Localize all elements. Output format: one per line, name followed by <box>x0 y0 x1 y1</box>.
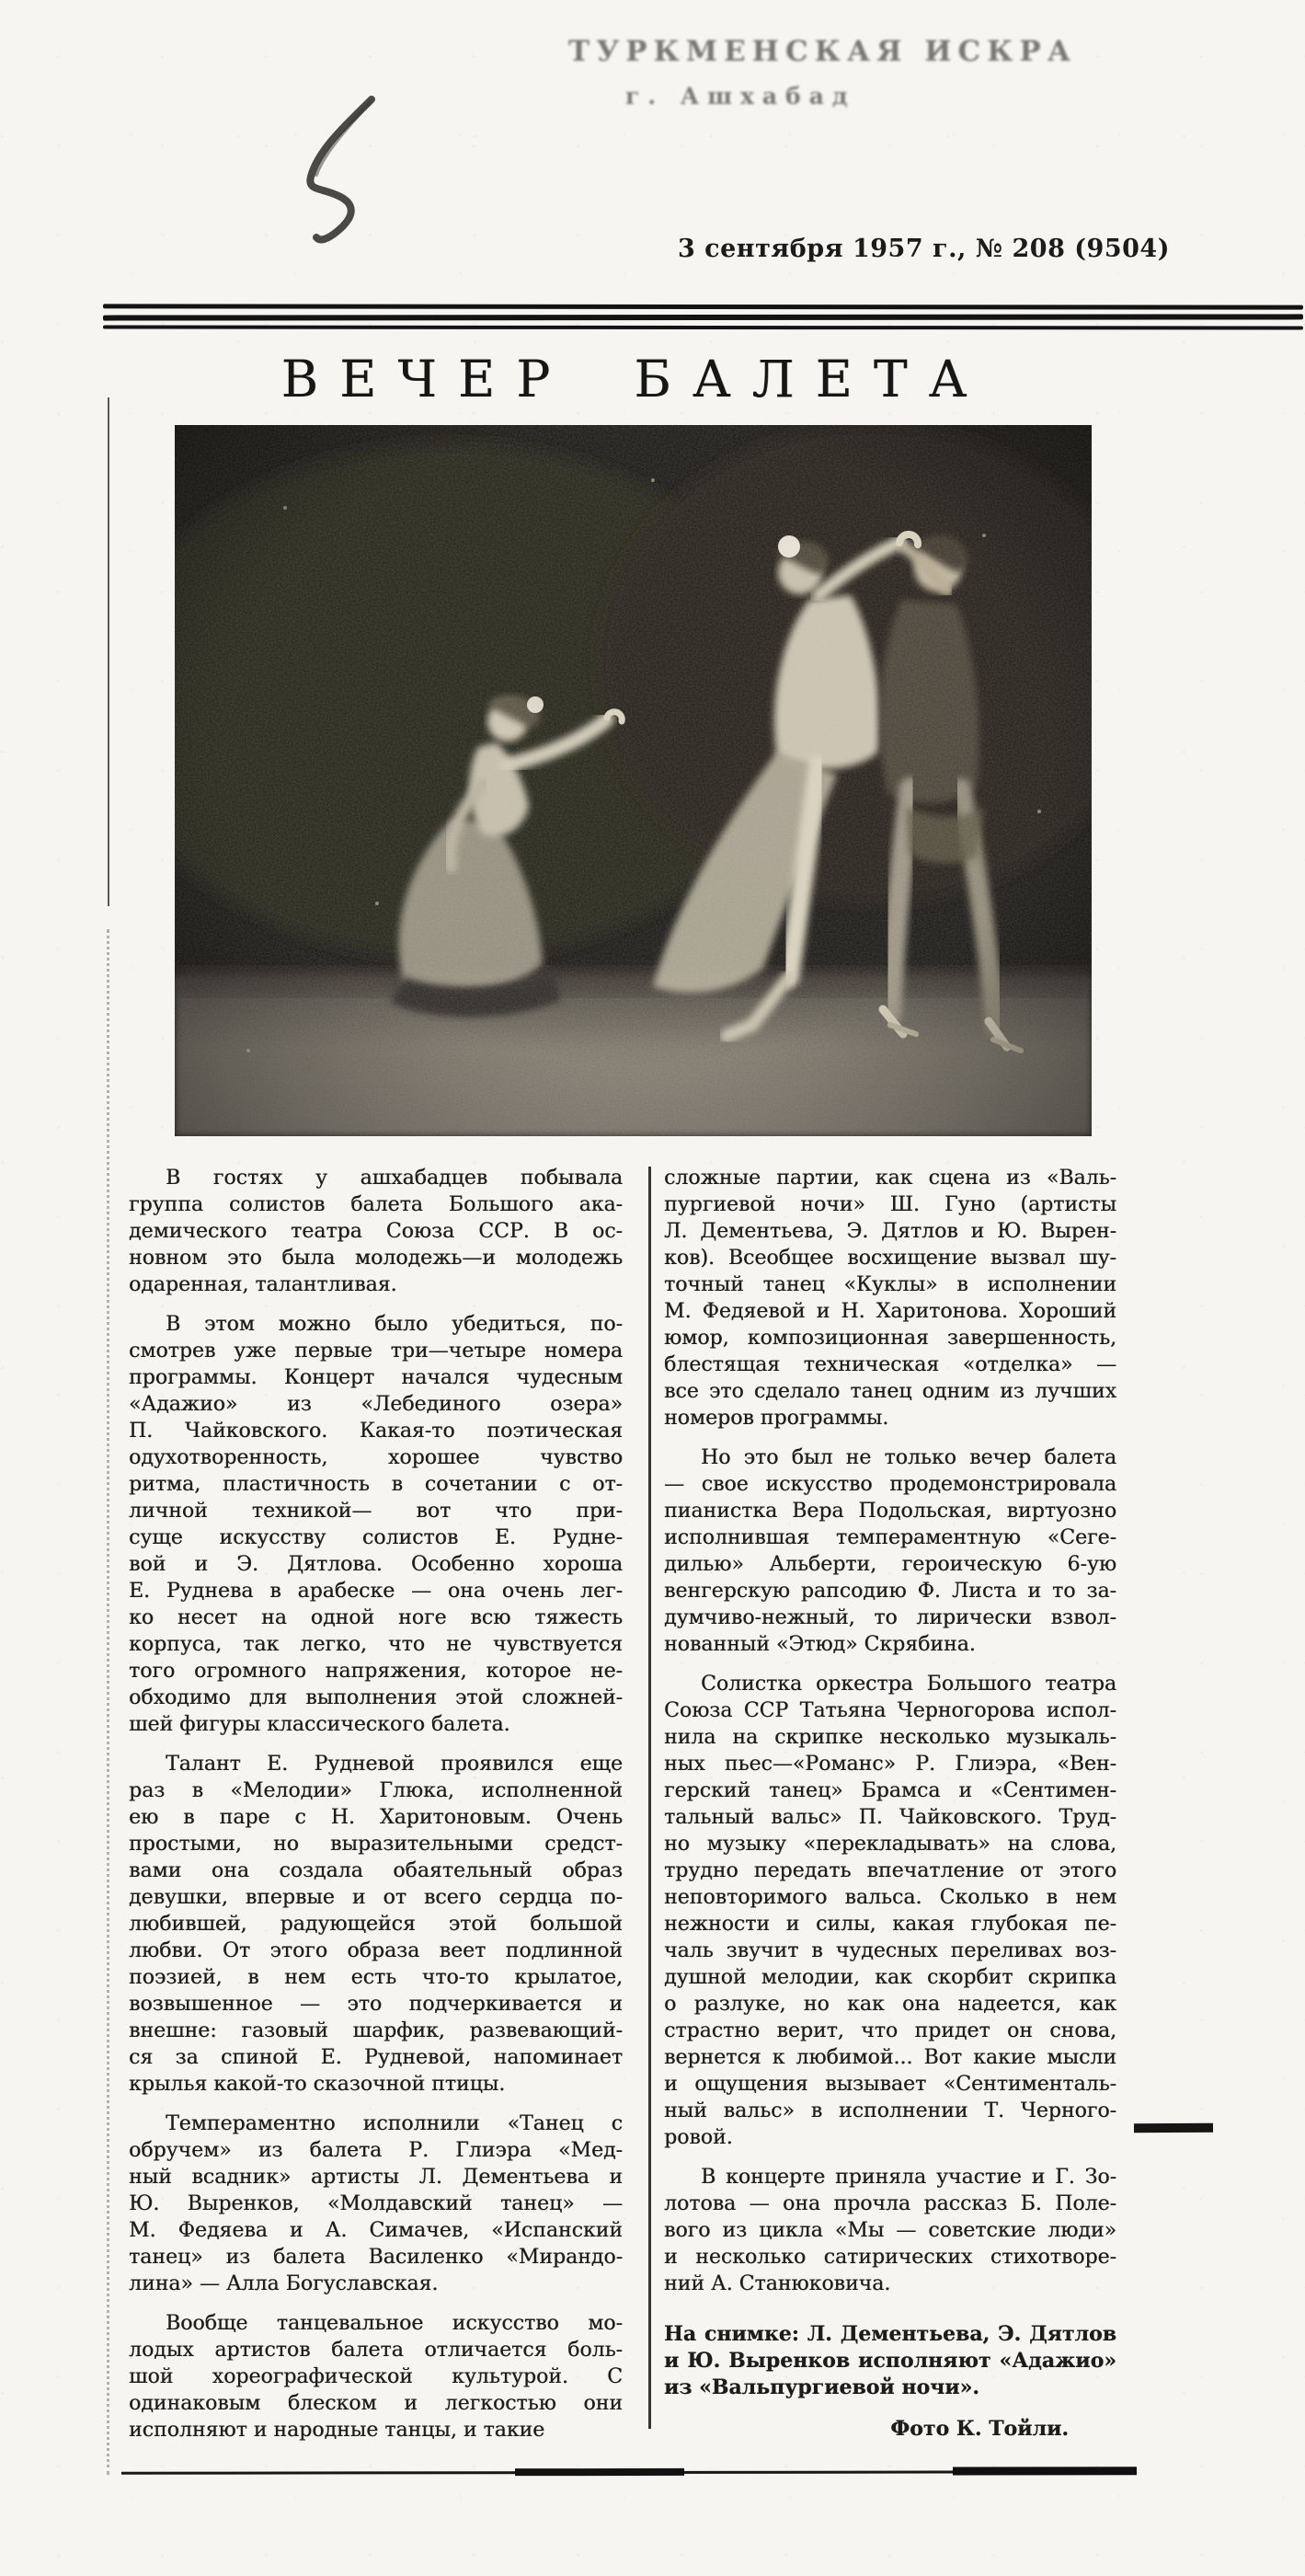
text-line: о разлуке, но как она надеется, как <box>664 1993 1116 2016</box>
paragraph <box>129 1165 623 1298</box>
text-line: М. Федяева и А. Симачев, «Испанский <box>129 2219 623 2242</box>
scan-edge-dots <box>107 929 109 2475</box>
text-line: все это сделало танец одним из лучших <box>664 1380 1116 1403</box>
text-line: нежности и силы, какая глубокая пе- <box>664 1913 1116 1936</box>
text-line: ных пьес—«Романс» Р. Глиэра, «Вен- <box>664 1753 1116 1776</box>
text-line: из «Вальпургиевой ночи». <box>664 2375 979 2399</box>
column-divider <box>648 1167 651 2429</box>
text-line: ею в паре с Н. Харитоновым. Очень <box>129 1806 623 1829</box>
text-line: вой и Э. Дятлова. Особенно хороша <box>129 1553 623 1576</box>
text-line: дилью» Альберти, героическую 6-ую <box>664 1553 1116 1576</box>
text-line: одухотворенность, хорошее чувство <box>129 1446 623 1469</box>
scan-edge-line <box>108 397 109 906</box>
text-line: одаренная, талантливая. <box>129 1273 397 1296</box>
text-line: того огромного напряжения, которое не- <box>129 1660 623 1683</box>
ballet-photo <box>175 425 1092 1136</box>
photo-credit: Фото К. Тойли. <box>890 2417 1069 2441</box>
text-line: нила на скрипке несколько музыкаль- <box>664 1726 1116 1749</box>
text-line: — свое искусство продемонстрировала <box>664 1473 1116 1496</box>
text-line: любившей, радующейся этой большой <box>129 1913 623 1936</box>
text-line: и Ю. Выренков исполняют «Адажио» <box>664 2349 1116 2373</box>
margin-artifact <box>1134 2123 1213 2133</box>
text-line: ков). Всеобщее восхищение вызвал шу- <box>664 1247 1116 1270</box>
text-line: Ю. Выренков, «Молдавский танец» — <box>129 2192 623 2215</box>
text-line: вернется к любимой... Вот какие мысли <box>664 2046 1116 2069</box>
text-line: номеров программы. <box>664 1407 889 1430</box>
text-line: танец» из балета Василенко «Мирандо- <box>129 2246 623 2269</box>
paragraph <box>129 1751 623 2098</box>
text-line: ся за спиной Е. Рудневой, напоминает <box>129 2046 623 2069</box>
photo-caption <box>664 2321 1116 2401</box>
text-line: страстно верит, что придет он снова, <box>664 2019 1116 2042</box>
text-line: исполнившая темпераментную «Сеге- <box>664 1526 1116 1549</box>
text-line: шей фигуры классического балета. <box>129 1713 510 1736</box>
text-line: пургиевой ночи» Ш. Гуно (артисты <box>664 1193 1116 1216</box>
text-line: ровой. <box>664 2126 733 2149</box>
article-column-left <box>129 1165 623 2456</box>
text-line: ный вальс» в исполнении Т. Черного- <box>664 2099 1116 2122</box>
bottom-rule <box>121 2470 1135 2475</box>
text-line: но музыку «перекладывать» на слова, <box>664 1833 1116 1856</box>
text-line: любви. От этого образа веет подлинной <box>129 1939 623 1962</box>
text-line: личной техникой— вот что при- <box>129 1500 623 1523</box>
text-line: Темпераментно исполнили «Танец с <box>166 2112 623 2135</box>
text-line: Солистка оркестра Большого театра <box>701 1673 1116 1696</box>
text-line: В гостях у ашхабадцев побывала <box>166 1167 623 1190</box>
text-line: Л. Дементьева, Э. Дятлов и Ю. Вырен- <box>664 1220 1116 1243</box>
text-line: ко несет на одной ноге всю тяжесть <box>129 1606 623 1629</box>
issue-date-line: 3 сентября 1957 г., № 208 (9504) <box>678 235 1170 263</box>
triple-rule-divider <box>103 305 1303 329</box>
text-line: думчиво-нежный, то лирически взвол- <box>664 1606 1116 1629</box>
paragraph <box>129 1311 623 1738</box>
text-line: новном это была молодежь—и молодежь <box>129 1247 623 1270</box>
text-line: группа солистов балета Большого ака- <box>129 1193 623 1216</box>
text-line: вого из цикла «Мы — советские люди» <box>664 2219 1116 2242</box>
text-line: и ощущения вызывает «Сентименталь- <box>664 2073 1116 2096</box>
text-line: юмор, композиционная завершенность, <box>664 1327 1116 1350</box>
text-line: ритма, пластичность в сочетании с от- <box>129 1473 623 1496</box>
text-line: девушки, впервые и от всего сердца по- <box>129 1886 623 1909</box>
text-line: раз в «Мелодии» Глюка, исполненной <box>129 1779 623 1802</box>
newspaper-stamp <box>568 35 1077 109</box>
stamp-city: г. Ашхабад <box>625 83 856 109</box>
text-line: смотрев уже первые три—четыре номера <box>129 1340 623 1363</box>
text-line: лина» — Алла Богуславская. <box>129 2272 439 2295</box>
text-line: венгерскую рапсодию Ф. Листа и то за- <box>664 1580 1116 1603</box>
ballet-photo-illustration <box>175 425 1092 1136</box>
text-line: Вообще танцевальное искусство мо- <box>166 2312 623 2335</box>
text-line: исполняют и народные танцы, и такие <box>129 2419 545 2442</box>
text-line: лодых артистов балета отличается боль- <box>129 2339 623 2362</box>
text-line: одинаковым блеском и легкостью они <box>129 2392 623 2415</box>
text-line: нованный «Этюд» Скрябина. <box>664 1633 976 1656</box>
paragraph <box>664 1671 1116 2151</box>
paragraph <box>129 2110 623 2297</box>
text-line: вами она создала обаятельный образ <box>129 1859 623 1882</box>
text-line: обходимо для выполнения этой сложней- <box>129 1686 623 1709</box>
text-line: крылья какой-то сказочной птицы. <box>129 2073 506 2096</box>
text-line: Союза ССР Татьяна Черногорова испол- <box>664 1699 1116 1722</box>
text-line: внешне: газовый шарфик, развевающий- <box>129 2019 623 2042</box>
text-line: М. Федяевой и Н. Харитонова. Хороший <box>664 1300 1116 1323</box>
text-line: блестящая техническая «отделка» — <box>664 1353 1116 1376</box>
text-line: сложные партии, как сцена из «Валь- <box>664 1167 1116 1190</box>
text-line: неповторимого вальса. Сколько в нем <box>664 1886 1116 1909</box>
text-line: Но это был не только вечер балета <box>701 1446 1116 1469</box>
text-line: «Адажио» из «Лебединого озера» <box>129 1393 623 1416</box>
text-line: корпуса, так легко, что не чувствуется <box>129 1633 623 1656</box>
text-line: тальный вальс» П. Чайковского. Труд- <box>664 1806 1116 1829</box>
text-line: чаль звучит в чудесных переливах воз- <box>664 1939 1116 1962</box>
text-line: демического театра Союза ССР. В ос- <box>129 1220 623 1243</box>
text-line: поэзией, в нем есть что-то крылатое, <box>129 1966 623 1989</box>
text-line: П. Чайковского. Какая-то поэтическая <box>129 1420 623 1443</box>
text-line: лотова — она прочла рассказ Б. Поле- <box>664 2192 1116 2215</box>
text-line: В этом можно было убедиться, по- <box>166 1313 623 1336</box>
text-line: пианистка Вера Подольская, виртуозно <box>664 1500 1116 1523</box>
text-line: В концерте приняла участие и Г. Зо- <box>701 2166 1116 2189</box>
paragraph <box>664 2164 1116 2297</box>
text-line: простыми, но выразительными средст- <box>129 1833 623 1856</box>
text-line: ний А. Станюковича. <box>664 2272 891 2295</box>
text-line: шой хореографической культурой. С <box>129 2365 623 2388</box>
text-line: суще искусству солистов Е. Рудне- <box>129 1526 623 1549</box>
text-line: трудно передать впечатление от этого <box>664 1859 1116 1882</box>
text-line: Е. Руднева в арабеске — она очень лег- <box>129 1580 623 1603</box>
text-line: На снимке: Л. Дементьева, Э. Дятлов <box>664 2322 1116 2346</box>
stamp-newspaper-name: ТУРКМЕНСКАЯ ИСКРА <box>568 35 1077 68</box>
paragraph <box>664 1444 1116 1658</box>
handwritten-mark <box>283 92 394 258</box>
paragraph <box>129 2310 623 2444</box>
text-line: герский танец» Брамса и «Сентимен- <box>664 1779 1116 1802</box>
text-line: и несколько сатирических стихотворе- <box>664 2246 1116 2269</box>
article-column-right <box>664 1165 1116 2443</box>
article-title: ВЕЧЕР БАЛЕТА <box>280 350 989 408</box>
text-line: программы. Концерт начался чудесным <box>129 1366 623 1389</box>
paragraph <box>664 1165 1116 1432</box>
text-line: ный всадник» артисты Л. Дементьева и <box>129 2166 623 2189</box>
text-line: обручем» из балета Р. Глиэра «Мед- <box>129 2139 623 2162</box>
text-line: точный танец «Куклы» в исполнении <box>664 1273 1116 1296</box>
text-line: возвышенное — это подчеркивается и <box>129 1993 623 2016</box>
text-line: Талант Е. Рудневой проявился еще <box>166 1753 623 1776</box>
text-line: душной мелодии, как скорбит скрипка <box>664 1966 1116 1989</box>
